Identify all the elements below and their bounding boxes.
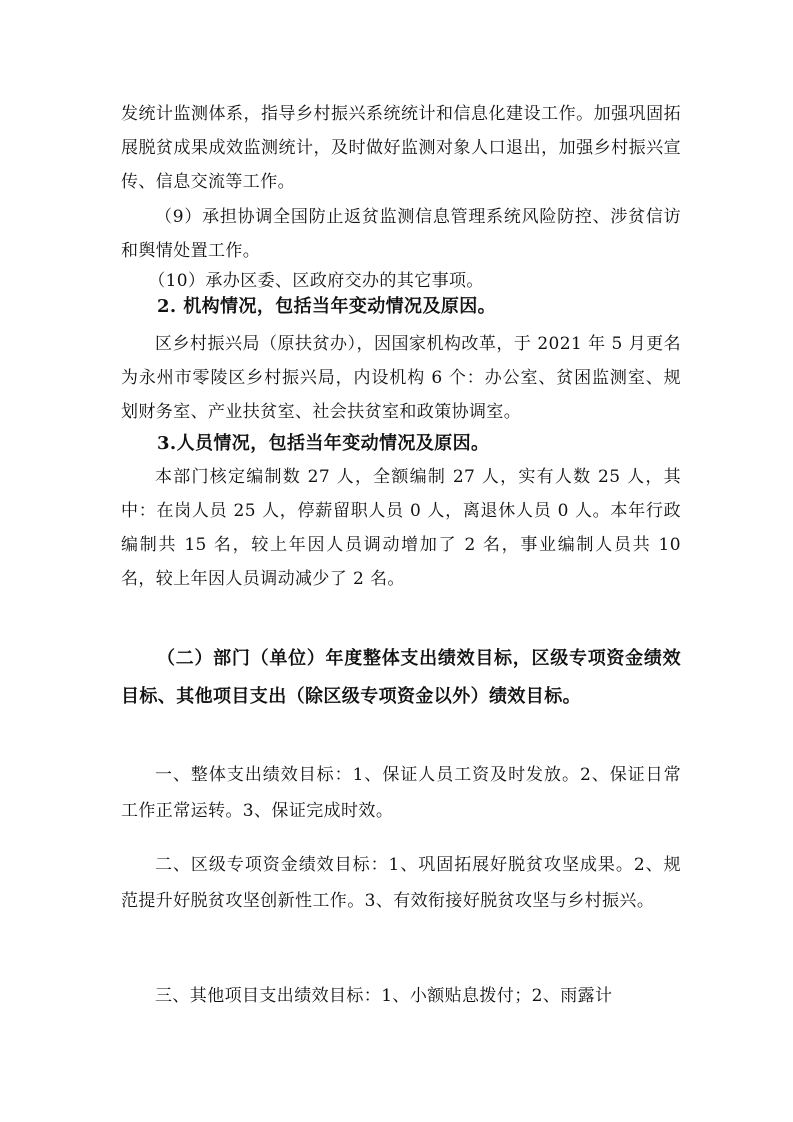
paragraph-overall-goals: 一、整体支出绩效目标：1、保证人员工资及时发放。2、保证日常工作正常运转。3、保证完成时效。 bbox=[121, 765, 681, 821]
paragraph-statistics-monitoring: 发统计监测体系，指导乡村振兴系统统计和信息化建设工作。加强巩固拓展脱贫成果成效监测统计，及时做好监测对象人口退出，加强乡村振兴宣传、信息交流等工作。 bbox=[121, 104, 681, 192]
heading-personnel: 3.人员情况，包括当年变动情况及原因。 bbox=[157, 433, 490, 454]
paragraph-item-9: （9）承担协调全国防止返贫监测信息管理系统风险防控、涉贫信访和舆情处置工作。 bbox=[121, 207, 681, 261]
heading-institution: 2. 机构情况，包括当年变动情况及原因。 bbox=[157, 296, 497, 317]
paragraph-item-10: （10）承办区委、区政府交办的其它事项。 bbox=[148, 271, 484, 291]
paragraph-institution: 区乡村振兴局（原扶贫办），因国家机构改革，于 2021 年 5 月更名为永州市零陵区乡村振兴局，内设机构 6 个：办公室、贫困监测室、规划财务室、产业扶贫室、社会扶贫室和政策协调室。 bbox=[121, 334, 681, 422]
section-heading-performance-goals: （二）部门（单位）年度整体支出绩效目标，区级专项资金绩效目标、其他项目支出（除区级专项资金以外）绩效目标。 bbox=[121, 648, 681, 707]
paragraph-other-project-goals: 三、其他项目支出绩效目标：1、小额贴息拨付；2、雨露计 bbox=[155, 986, 613, 1006]
paragraph-special-fund-goals: 二、区级专项资金绩效目标：1、巩固拓展好脱贫攻坚成果。2、规范提升好脱贫攻坚创新性工作。3、有效衔接好脱贫攻坚与乡村振兴。 bbox=[121, 855, 681, 911]
paragraph-personnel: 本部门核定编制数 27 人，全额编制 27 人，实有人数 25 人，其中：在岗人员 25 人，停薪留职人员 0 人，离退休人员 0 人。本年行政编制共 15 名，较上年因人员调动增加了 2 名，事业编制人员共 10 名，较上年因人员调动减少了 2 名。 bbox=[121, 467, 681, 589]
